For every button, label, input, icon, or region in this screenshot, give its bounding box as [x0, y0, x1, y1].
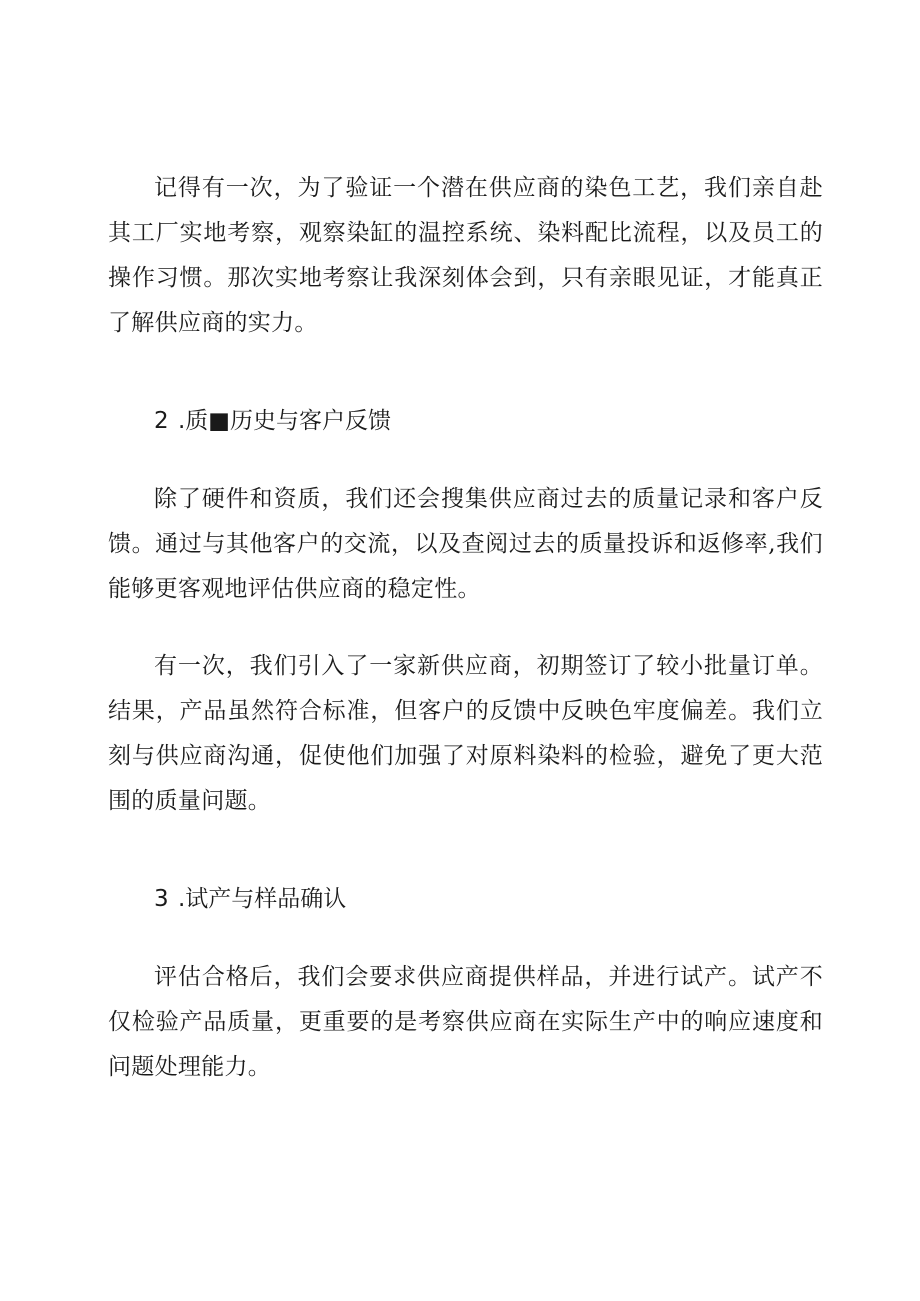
paragraph-new-supplier-story: 有一次，我们引入了一家新供应商，初期签订了较小批量订单。结果，产品虽然符合标准，但客户的反馈中反映色牢度偏差。我们立刻与供应商沟通，促使他们加强了对原料染料的检验，避免了更大范围的质量问题。: [108, 653, 823, 814]
section-number: 3: [154, 886, 169, 912]
paragraph-quality-records: 除了硬件和资质，我们还会搜集供应商过去的质量记录和客户反馈。通过与其他客户的交流，以及查阅过去的质量投诉和返修率,我们能够更客观地评估供应商的稳定性。: [108, 486, 823, 602]
section-number: 2: [154, 408, 169, 434]
paragraph-sample-confirmation: 评估合格后，我们会要求供应商提供样品，并进行试产。试产不仅检验产品质量，更重要的是考察供应商在实际生产中的响应速度和问题处理能力。: [108, 964, 823, 1080]
paragraph-factory-visit: 记得有一次，为了验证一个潜在供应商的染色工艺，我们亲自赴其工厂实地考察，观察染缸的温控系统、染料配比流程，以及员工的操作习惯。那次实地考察让我深刻体会到，只有亲眼见证，才能真正了解供应商的实力。: [108, 175, 823, 336]
section-heading-quality-history: [154, 406, 391, 436]
section-title: .试产与样品确认: [178, 886, 347, 912]
section-heading-trial-production: [154, 884, 346, 914]
section-title: .质■历史与客户反馈: [178, 408, 392, 434]
